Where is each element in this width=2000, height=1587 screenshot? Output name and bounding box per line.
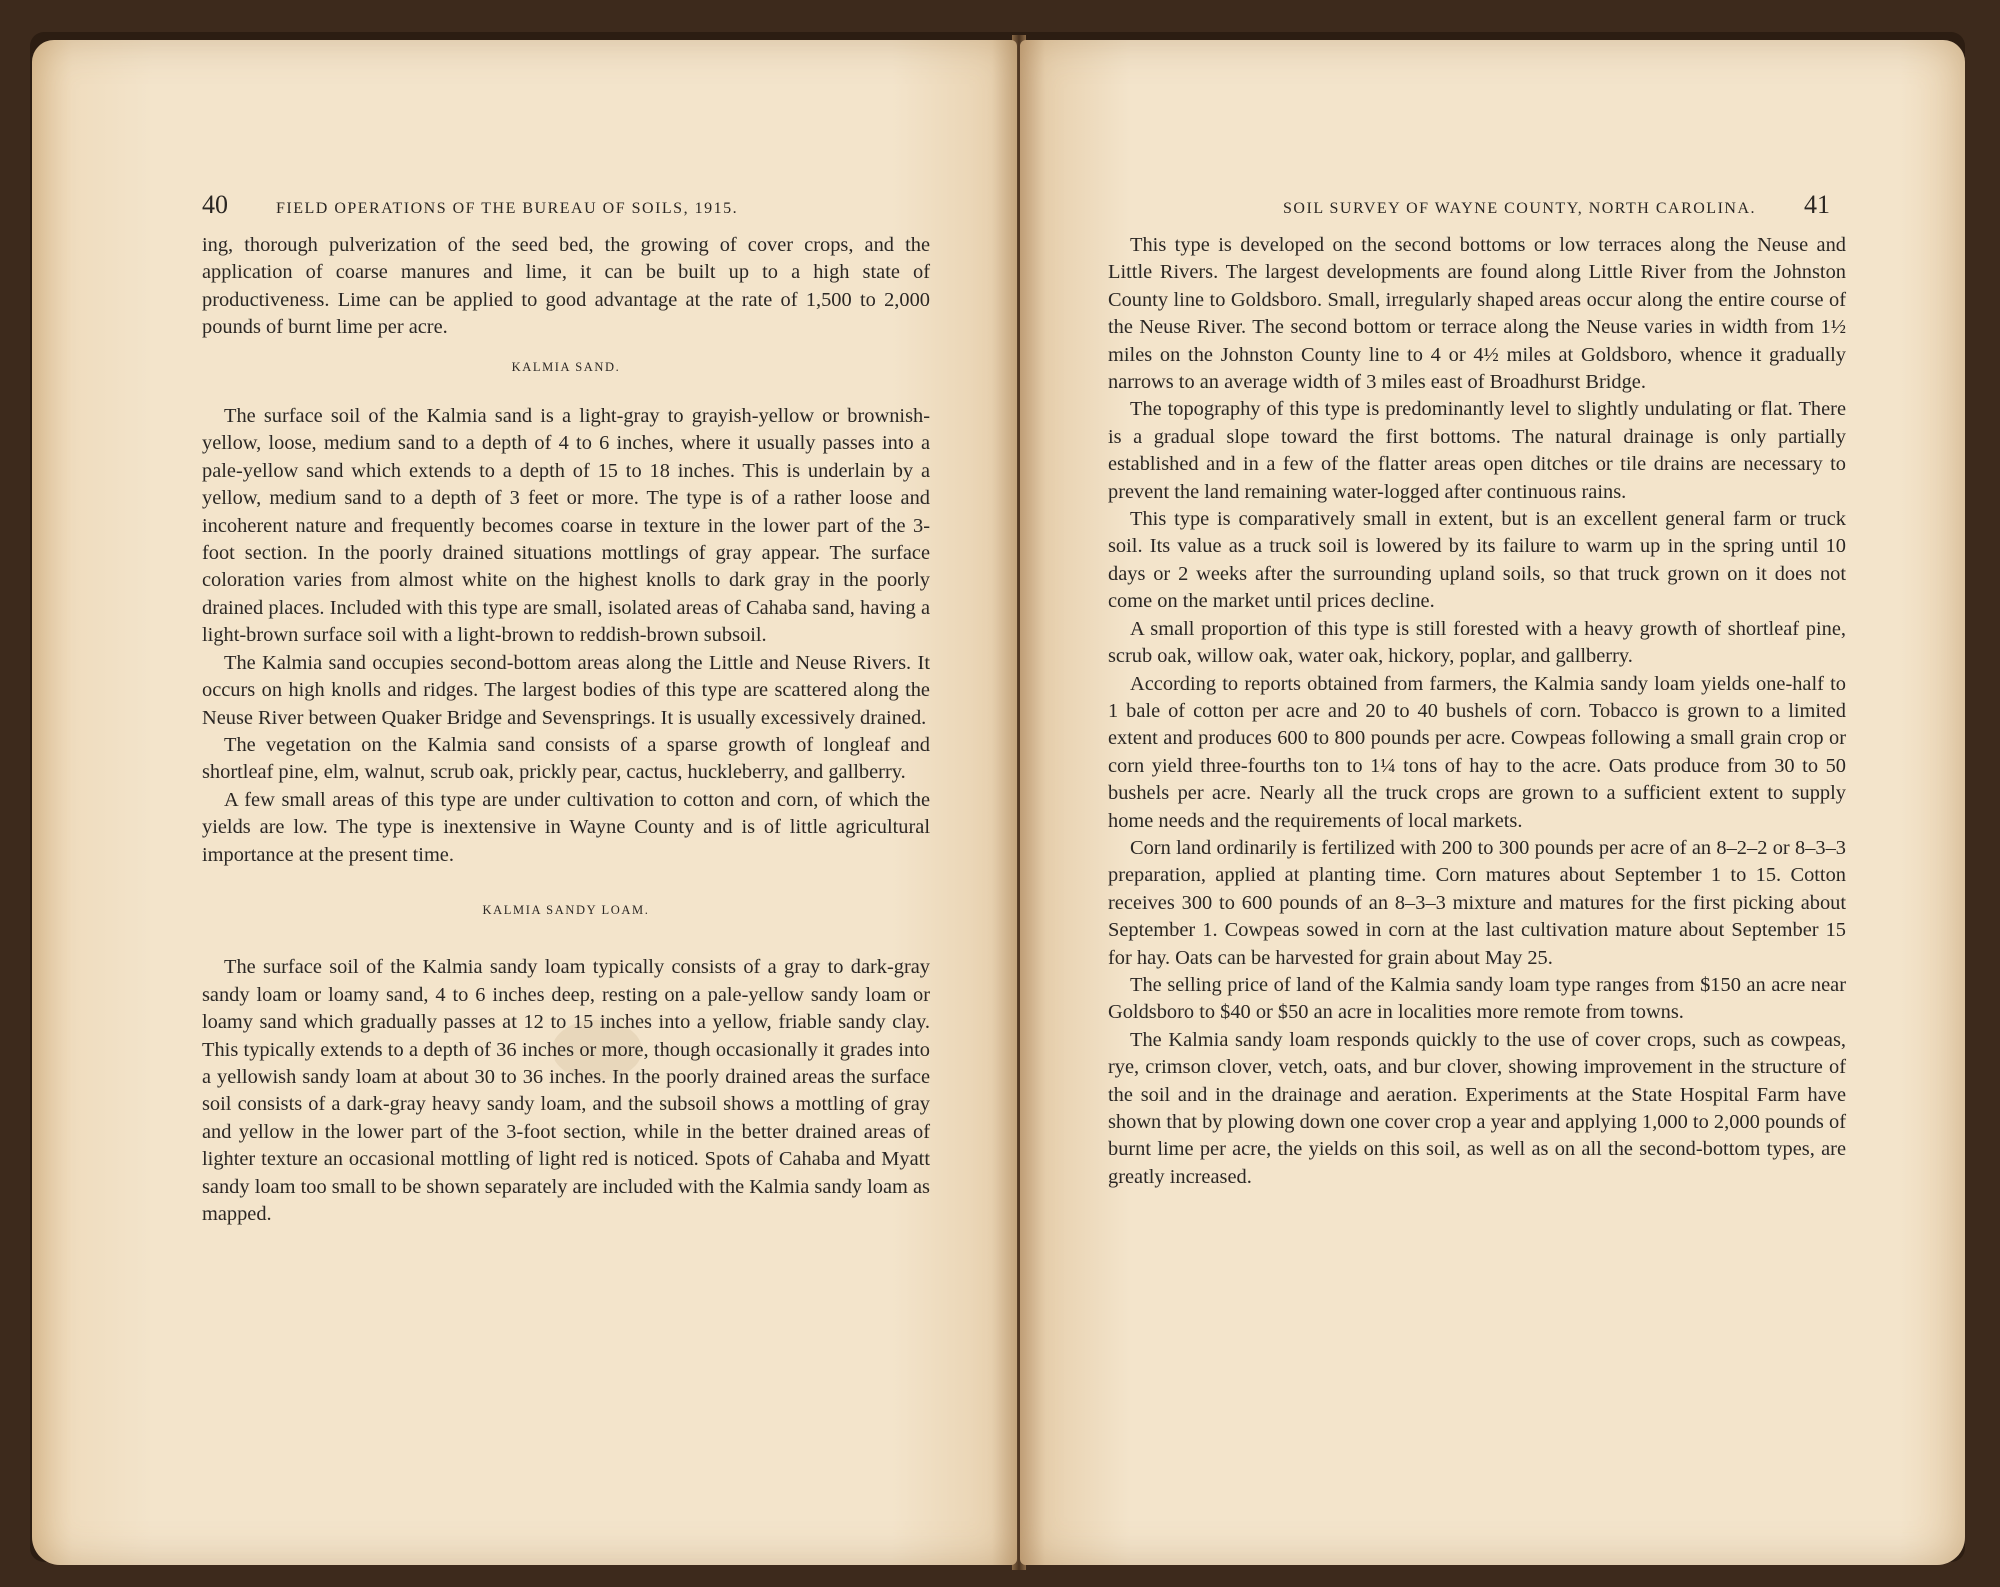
right-page-number: 41 <box>1804 190 1830 219</box>
left-page-number: 40 <box>202 190 228 219</box>
section-heading-kalmia-sand: KALMIA SAND. <box>511 359 621 374</box>
paragraph: This type is developed on the second bottoms or low terraces along the Neuse and Little Rivers. The largest developments are found along Little River from the Johnston County line to Goldsboro. Small, irregularly shaped areas occur along the entire course of the Neuse River. The second bottom or terrace along the Neuse varies in width from 1½ miles on the Johnston County line to 4 or 4½ miles at Goldsboro, whence it gradually narrows to an average width of 3 miles east of Broadhurst Bridge. <box>1108 234 1846 394</box>
paragraph: The vegetation on the Kalmia sand consists of a sparse growth of longleaf and shortleaf pine, elm, walnut, scrub oak, prickly pear, cactus, huckleberry, and gallberry. <box>202 733 930 784</box>
paragraph: ing, thorough pulverization of the seed bed, the growing of cover crops, and the application of coarse manures and lime, it can be built up to a high state of productiveness. Lime can be applied to good advantage at the rate of 1,500 to 2,000 pounds of burnt lime per acre. <box>202 234 930 339</box>
paragraph: The selling price of land of the Kalmia sandy loam type ranges from $150 an acre near Goldsboro to $40 or $50 an acre in localities more remote from towns. <box>1108 973 1846 1024</box>
right-text-column <box>1108 232 1846 1191</box>
left-running-head <box>202 190 882 220</box>
paragraph: The topography of this type is predominantly level to slightly undulating or flat. There is a gradual slope toward the first bottoms. The natural drainage is only partially established and in a few of the flatter areas open ditches or tile drains are necessary to prevent the land remaining water-logged after continuous rains. <box>1108 398 1846 503</box>
paragraph: A few small areas of this type are under cultivation to cotton and corn, of which the yields are low. The type is inextensive in Wayne County and is of little agricultural importance at the present time. <box>202 788 930 866</box>
paragraph: The surface soil of the Kalmia sandy loam typically consists of a gray to dark-gray sandy loam or loamy sand, 4 to 6 inches deep, resting on a pale-yellow sandy loam or loamy sand which gradually passes at 12 to 15 inches into a yellow, friable sandy clay. This typically extends to a depth of 36 inches or more, though occasionally it grades into a yellowish sandy loam at about 30 to 36 inches. In the poorly drained areas the surface soil consists of a dark-gray heavy sandy loam, and the subsoil shows a mottling of gray and yellow in the lower part of the 3-foot section, while in the better drained areas of lighter texture an occasional mottling of light red is noticed. Spots of Cahaba and Myatt sandy loam too small to be shown separately are included with the Kalmia sandy loam as mapped. <box>202 956 930 1225</box>
right-running-title: SOIL SURVEY OF WAYNE COUNTY, NORTH CAROLINA. <box>1283 200 1756 217</box>
right-page <box>1020 40 1965 1565</box>
left-page <box>32 40 1017 1565</box>
paragraph: The Kalmia sand occupies second-bottom areas along the Little and Neuse Rivers. It occurs on high knolls and ridges. The largest bodies of this type are scattered along the Neuse River between Quaker Bridge and Sevensprings. It is usually excessively drained. <box>202 651 930 729</box>
paragraph: The Kalmia sandy loam responds quickly to the use of cover crops, such as cowpeas, rye, crimson clover, vetch, oats, and bur clover, showing improvement in the structure of the soil and in the drainage and aeration. Experiments at the State Hospital Farm have shown that by plowing down one cover crop a year and applying 1,000 to 2,000 pounds of burnt lime per acre, the yields on this soil, as well as on all the second-bottom types, are greatly increased. <box>1108 1028 1846 1188</box>
right-running-head <box>1150 190 1830 220</box>
paragraph: The surface soil of the Kalmia sand is a light-gray to grayish-yellow or brownish-yellow, loose, medium sand to a depth of 4 to 6 inches, where it usually passes into a pale-yellow sand which extends to a depth of 15 to 18 inches. This is underlain by a yellow, medium sand to a depth of 3 feet or more. The type is of a rather loose and incoherent nature and frequently becomes coarse in texture in the lower part of the 3-foot section. In the poorly drained situations mottlings of gray appear. The surface coloration varies from almost white on the highest knolls to dark gray in the poorly drained places. Included with this type are small, isolated areas of Cahaba sand, having a light-brown surface soil with a light-brown to reddish-brown subsoil. <box>202 405 930 647</box>
left-running-title: FIELD OPERATIONS OF THE BUREAU OF SOILS, 1915. <box>276 200 739 217</box>
paragraph: This type is comparatively small in extent, but is an excellent general farm or truck soil. Its value as a truck soil is lowered by its failure to warm up in the spring until 10 days or 2 weeks after the surrounding upland soils, so that truck grown on it does not come on the market until prices decline. <box>1108 508 1846 613</box>
paragraph: A small proportion of this type is still forested with a heavy growth of shortleaf pine, scrub oak, willow oak, water oak, hickory, poplar, and gallberry. <box>1108 617 1846 668</box>
paragraph: Corn land ordinarily is fertilized with 200 to 300 pounds per acre of an 8–2–2 or 8–3–3 preparation, applied at planting time. Corn matures about September 1 to 15. Cotton receives 300 to 600 pounds of an 8–3–3 mixture and matures for the first picking about September 1. Cowpeas sowed in corn at the last cultivation mature about September 15 for hay. Oats can be harvested for grain about May 25. <box>1108 836 1846 969</box>
paragraph: According to reports obtained from farmers, the Kalmia sandy loam yields one-half to 1 bale of cotton per acre and 20 to 40 bushels of corn. Tobacco is grown to a limited extent and produces 600 to 800 pounds per acre. Cowpeas following a small grain crop or corn yield three-fourths ton to 1¼ tons of hay to the acre. Oats produce from 30 to 50 bushels per acre. Nearly all the truck crops are grown to a sufficient extent to supply home needs and the requirements of local markets. <box>1108 672 1846 832</box>
left-text-column <box>202 232 930 1228</box>
section-heading-kalmia-sandy-loam: KALMIA SANDY LOAM. <box>482 902 650 917</box>
